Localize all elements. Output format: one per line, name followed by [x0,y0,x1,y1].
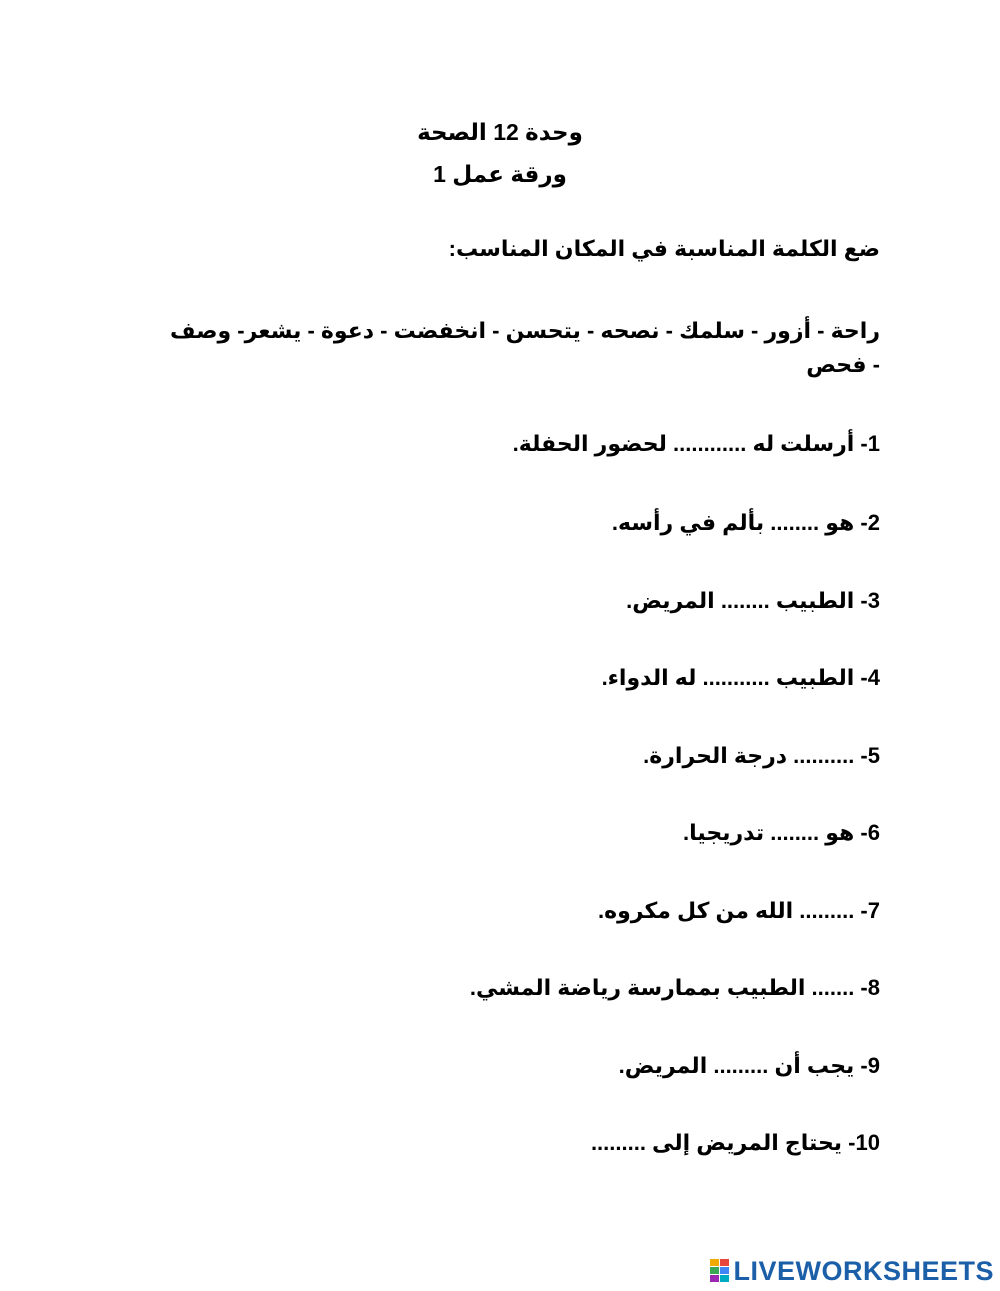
question-7: 7- ......... الله من كل مكروه. [598,898,880,923]
liveworksheets-brand [710,1256,994,1286]
question-2: 2- هو ........ بألم في رأسه. [611,510,880,535]
word-bank: راحة - أزور - سلمك - نصحه - يتحسن - انخفضت - دعوة - يشعر- وصف - فحص [170,318,880,377]
question-3: 3- الطبيب ........ المريض. [626,588,880,613]
question-8: 8- ....... الطبيب بممارسة رياضة المشي. [469,975,880,1000]
instruction-text: ضع الكلمة المناسبة في المكان المناسب: [448,236,880,261]
question-4: 4- الطبيب ........... له الدواء. [601,665,880,690]
question-10: 10- يحتاج المريض إلى ......... [590,1130,880,1155]
worksheet-subtitle: ورقة عمل 1 [433,161,567,187]
question-6: 6- هو ........ تدريجيا. [683,820,880,845]
worksheet-unit-title: وحدة 12 الصحة [417,119,583,145]
question-9: 9- يجب أن ......... المريض. [618,1053,880,1078]
liveworksheets-wordmark: LIVEWORKSHEETS [733,1256,994,1286]
liveworksheets-logo-icon [710,1259,730,1283]
question-5: 5- .......... درجة الحرارة. [643,743,880,768]
question-1: 1- أرسلت له ............ لحضور الحفلة. [512,431,880,456]
